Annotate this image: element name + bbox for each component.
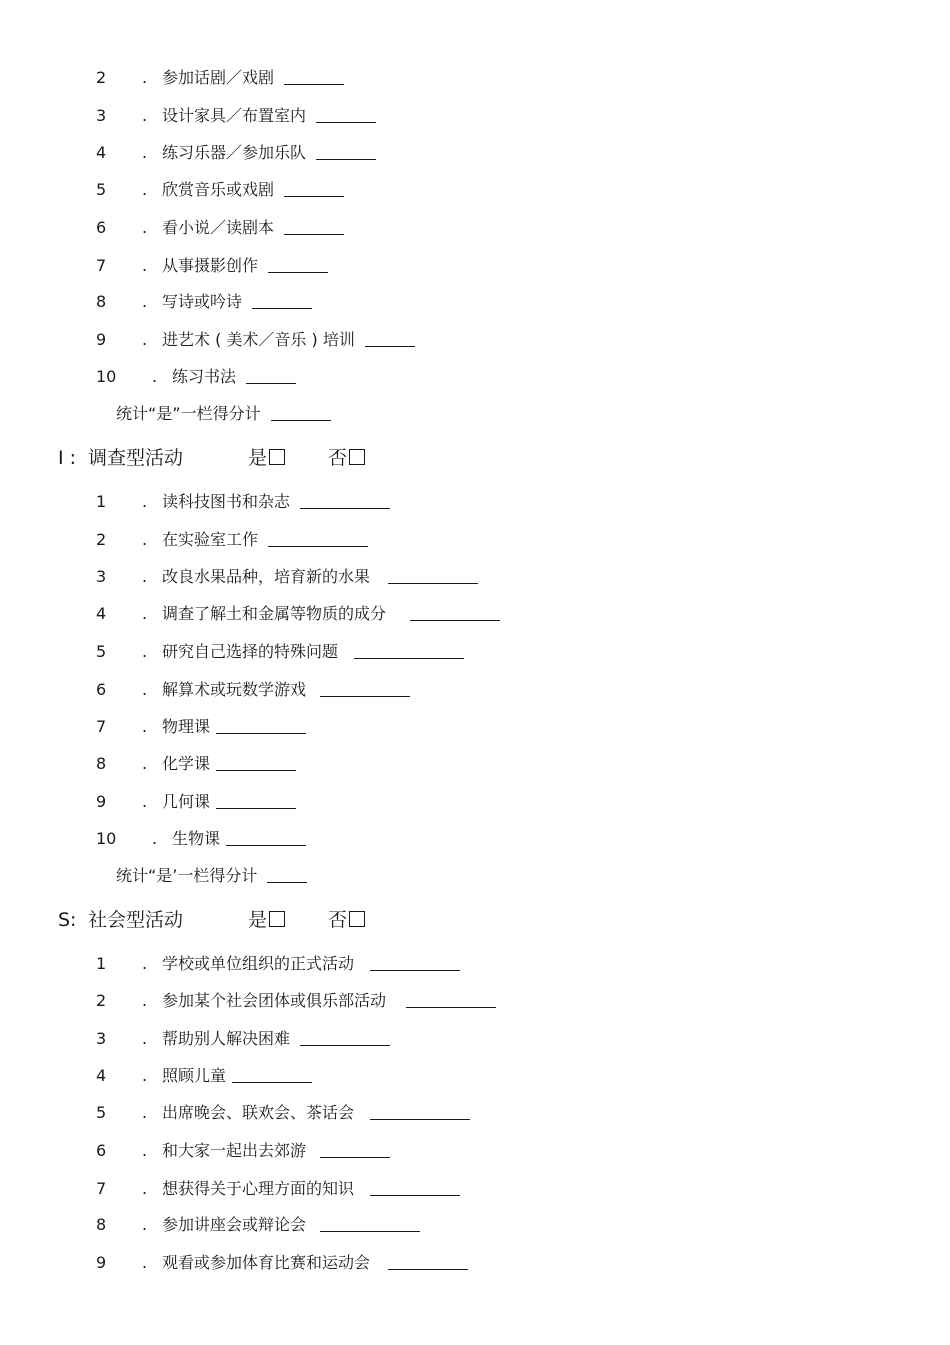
answer-blank[interactable] xyxy=(216,717,306,734)
item-dot: . xyxy=(142,1103,148,1122)
item-dot: . xyxy=(142,680,148,699)
answer-blank[interactable] xyxy=(284,180,344,197)
item-number: 10 xyxy=(96,829,117,848)
score-total-blank[interactable] xyxy=(271,404,331,421)
item-text: 设计家具／布置室内 xyxy=(162,106,307,125)
answer-blank[interactable] xyxy=(316,106,376,123)
item-dot: . xyxy=(142,604,148,623)
item-text: 化学课 xyxy=(162,754,211,773)
answer-blank[interactable] xyxy=(320,1215,420,1232)
item-text: 从事摄影创作 xyxy=(162,256,259,275)
item-dot: . xyxy=(142,642,148,661)
item-number: 8 xyxy=(96,1215,107,1234)
item-dot: . xyxy=(142,68,148,87)
item-number: 5 xyxy=(96,1103,107,1122)
answer-blank[interactable] xyxy=(284,68,344,85)
section-heading-investigative xyxy=(58,443,348,473)
score-total-row xyxy=(116,402,331,426)
answer-blank[interactable] xyxy=(320,1141,390,1158)
item-number: 7 xyxy=(96,1179,107,1198)
answer-blank[interactable] xyxy=(300,492,390,509)
yes-checkbox[interactable] xyxy=(269,911,285,927)
item-dot: . xyxy=(142,256,148,275)
item-number: 9 xyxy=(96,792,107,811)
item-number: 2 xyxy=(96,530,107,549)
no-checkbox[interactable] xyxy=(349,449,365,465)
item-text: 练习乐器／参加乐队 xyxy=(162,143,307,162)
answer-blank[interactable] xyxy=(216,792,296,809)
item-text: 参加讲座会或辩论会 xyxy=(162,1215,307,1234)
item-dot: . xyxy=(142,492,148,511)
section-heading-social xyxy=(58,905,348,935)
item-dot: . xyxy=(142,143,148,162)
item-text: 学校或单位组织的正式活动 xyxy=(162,954,355,973)
yes-label: 是 xyxy=(248,447,268,469)
section-code: I : xyxy=(58,447,77,469)
item-dot: . xyxy=(142,292,148,311)
item-text: 物理课 xyxy=(162,717,211,736)
item-text: 想获得关于心理方面的知识 xyxy=(162,1179,355,1198)
answer-blank[interactable] xyxy=(365,330,415,347)
item-dot: . xyxy=(142,1029,148,1048)
item-number: 6 xyxy=(96,218,107,237)
answer-blank[interactable] xyxy=(370,1103,470,1120)
item-number: 3 xyxy=(96,1029,107,1048)
item-text: 生物课 xyxy=(172,829,221,848)
item-number: 10 xyxy=(96,367,117,386)
answer-blank[interactable] xyxy=(232,1066,312,1083)
item-text: 练习书法 xyxy=(172,367,237,386)
item-dot: . xyxy=(142,792,148,811)
item-text: 参加某个社会团体或俱乐部活动 xyxy=(162,991,387,1010)
item-number: 6 xyxy=(96,680,107,699)
answer-blank[interactable] xyxy=(354,642,464,659)
item-number: 4 xyxy=(96,1066,107,1085)
answer-blank[interactable] xyxy=(216,754,296,771)
item-text: 读科技图书和杂志 xyxy=(162,492,291,511)
item-text: 欣赏音乐或戏剧 xyxy=(162,180,275,199)
item-text: 帮助别人解决困难 xyxy=(162,1029,291,1048)
no-label: 否 xyxy=(328,447,348,469)
answer-blank[interactable] xyxy=(320,680,410,697)
item-text: 写诗或吟诗 xyxy=(162,292,243,311)
no-checkbox[interactable] xyxy=(349,911,365,927)
item-text: 观看或参加体育比赛和运动会 xyxy=(162,1253,371,1272)
item-text: 进艺术 ( 美术／音乐 ) 培训 xyxy=(162,330,355,349)
section-title: 社会型活动 xyxy=(88,909,184,931)
answer-blank[interactable] xyxy=(252,292,312,309)
item-text: 参加话剧／戏剧 xyxy=(162,68,275,87)
item-number: 6 xyxy=(96,1141,107,1160)
item-text: 和大家一起出去郊游 xyxy=(162,1141,307,1160)
item-dot: . xyxy=(142,991,148,1010)
item-dot: . xyxy=(142,954,148,973)
answer-blank[interactable] xyxy=(268,530,368,547)
item-dot: . xyxy=(142,330,148,349)
answer-blank[interactable] xyxy=(370,1179,460,1196)
item-text: 改良水果品种，培育新的水果 xyxy=(162,567,371,586)
item-text: 研究自己选择的特殊问题 xyxy=(162,642,339,661)
item-dot: . xyxy=(142,1215,148,1234)
answer-blank[interactable] xyxy=(268,256,328,273)
item-dot: . xyxy=(142,106,148,125)
yes-label: 是 xyxy=(248,909,268,931)
section-title: 调查型活动 xyxy=(88,447,184,469)
answer-blank[interactable] xyxy=(388,1253,468,1270)
item-dot: . xyxy=(142,180,148,199)
item-number: 4 xyxy=(96,604,107,623)
item-text: 解算术或玩数学游戏 xyxy=(162,680,307,699)
item-number: 5 xyxy=(96,642,107,661)
score-total-label: 统计“是’一栏得分计 xyxy=(116,866,258,885)
item-number: 9 xyxy=(96,330,107,349)
item-number: 2 xyxy=(96,991,107,1010)
item-number: 5 xyxy=(96,180,107,199)
yes-checkbox[interactable] xyxy=(269,449,285,465)
score-total-label: 统计“是”一栏得分计 xyxy=(116,404,261,423)
item-dot: . xyxy=(152,367,158,386)
item-number: 1 xyxy=(96,492,107,511)
item-dot: . xyxy=(142,1179,148,1198)
item-text: 照顾儿童 xyxy=(162,1066,227,1085)
score-total-row xyxy=(116,864,307,888)
item-dot: . xyxy=(142,754,148,773)
answer-blank[interactable] xyxy=(406,991,496,1008)
answer-blank[interactable] xyxy=(370,954,460,971)
item-dot: . xyxy=(142,530,148,549)
item-dot: . xyxy=(142,1253,148,1272)
item-text: 出席晚会、联欢会、茶话会 xyxy=(162,1103,355,1122)
item-number: 7 xyxy=(96,717,107,736)
item-dot: . xyxy=(152,829,158,848)
item-number: 2 xyxy=(96,68,107,87)
answer-blank[interactable] xyxy=(246,367,296,384)
item-number: 8 xyxy=(96,292,107,311)
item-number: 9 xyxy=(96,1253,107,1272)
item-number: 4 xyxy=(96,143,107,162)
section-code: S: xyxy=(58,909,77,931)
item-text: 调查了解土和金属等物质的成分 xyxy=(162,604,387,623)
answer-blank[interactable] xyxy=(316,143,376,160)
item-text: 在实验室工作 xyxy=(162,530,259,549)
no-label: 否 xyxy=(328,909,348,931)
item-text: 几何课 xyxy=(162,792,211,811)
item-dot: . xyxy=(142,218,148,237)
answer-blank[interactable] xyxy=(410,604,500,621)
item-dot: . xyxy=(142,717,148,736)
item-number: 8 xyxy=(96,754,107,773)
item-number: 3 xyxy=(96,567,107,586)
answer-blank[interactable] xyxy=(300,1029,390,1046)
item-dot: . xyxy=(142,1141,148,1160)
item-text: 看小说／读剧本 xyxy=(162,218,275,237)
answer-blank[interactable] xyxy=(388,567,478,584)
answer-blank[interactable] xyxy=(284,218,344,235)
item-dot: . xyxy=(142,1066,148,1085)
item-dot: . xyxy=(142,567,148,586)
item-number: 1 xyxy=(96,954,107,973)
item-number: 7 xyxy=(96,256,107,275)
answer-blank[interactable] xyxy=(226,829,306,846)
score-total-blank[interactable] xyxy=(267,866,307,883)
item-number: 3 xyxy=(96,106,107,125)
